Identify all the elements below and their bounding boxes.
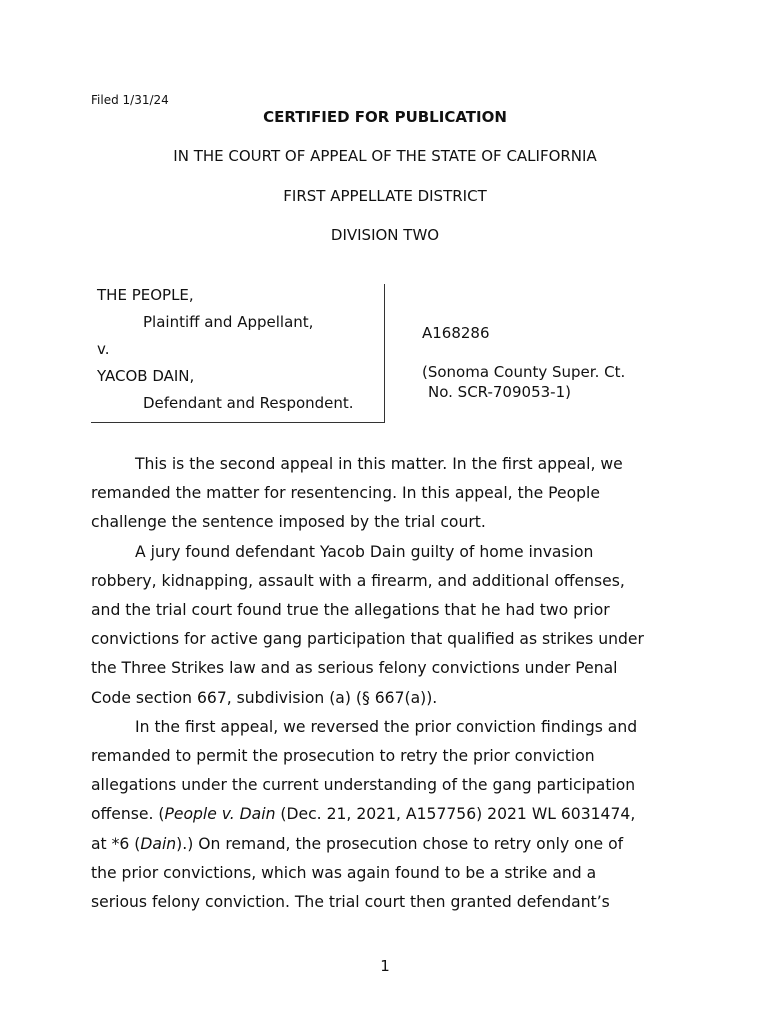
text-line: the Three Strikes law and as serious felony convictions under Penal	[91, 659, 618, 678]
text-line: serious felony conviction. The trial court then granted defendant’s	[91, 893, 610, 912]
plaintiff-name: THE PEOPLE,	[97, 286, 194, 304]
text-line: allegations under the current understanding of the gang participation	[91, 776, 636, 795]
text-line: remanded the matter for resentencing. In this appeal, the People	[91, 484, 600, 503]
defendant-role: Defendant and Respondent.	[143, 394, 354, 412]
text-line: robbery, kidnapping, assault with a firearm, and additional offenses,	[91, 571, 625, 590]
paragraph-2	[91, 538, 691, 713]
text-line: A jury found defendant Yacob Dain guilty of home invasion	[135, 542, 594, 561]
text-line: In the first appeal, we reversed the prior conviction findings and	[135, 717, 638, 736]
text-segment: (Dec. 21, 2021, A157756) 2021 WL 6031474,	[275, 805, 636, 824]
text-line: Code section 667, subdivision (a) (§ 667(a)).	[91, 688, 438, 707]
versus: v.	[97, 340, 110, 358]
court-name: IN THE COURT OF APPEAL OF THE STATE OF CALIFORNIA	[173, 147, 597, 165]
lower-court-line1: (Sonoma County Super. Ct.	[422, 363, 626, 381]
defendant-name: YACOB DAIN,	[97, 367, 195, 385]
plaintiff-role: Plaintiff and Appellant,	[143, 313, 314, 331]
lower-court-line2: No. SCR-709053-1)	[428, 383, 571, 401]
text-segment: offense. (	[91, 805, 165, 824]
paragraph-1	[91, 450, 691, 538]
text-line: challenge the sentence imposed by the trial court.	[91, 513, 486, 532]
text-line: and the trial court found true the allegations that he had two prior	[91, 601, 610, 620]
text-line: remanded to permit the prosecution to retry the prior conviction	[91, 747, 595, 766]
text-segment: ).) On remand, the prosecution chose to retry only one of	[176, 834, 624, 853]
text-line	[47, 830, 691, 859]
case-number: A168286	[422, 324, 490, 342]
text-line: This is the second appeal in this matter. In the first appeal, we	[135, 455, 623, 473]
text-segment: at *6 (	[91, 834, 141, 853]
filed-date: Filed 1/31/24	[91, 93, 169, 107]
case-caption-box	[91, 284, 385, 423]
district-name: FIRST APPELLATE DISTRICT	[283, 187, 487, 205]
opinion-body	[91, 450, 691, 917]
division-name: DIVISION TWO	[330, 226, 440, 244]
text-line: convictions for active gang participation that qualified as strikes under	[91, 630, 644, 649]
text-line	[47, 800, 691, 829]
paragraph-3	[91, 713, 691, 917]
page-number: 1	[380, 957, 390, 975]
text-line: the prior convictions, which was again found to be a strike and a	[91, 863, 597, 882]
case-citation-italic: People v. Dain	[164, 805, 276, 824]
short-citation-italic: Dain	[140, 834, 177, 853]
certified-heading: CERTIFIED FOR PUBLICATION	[263, 108, 507, 126]
